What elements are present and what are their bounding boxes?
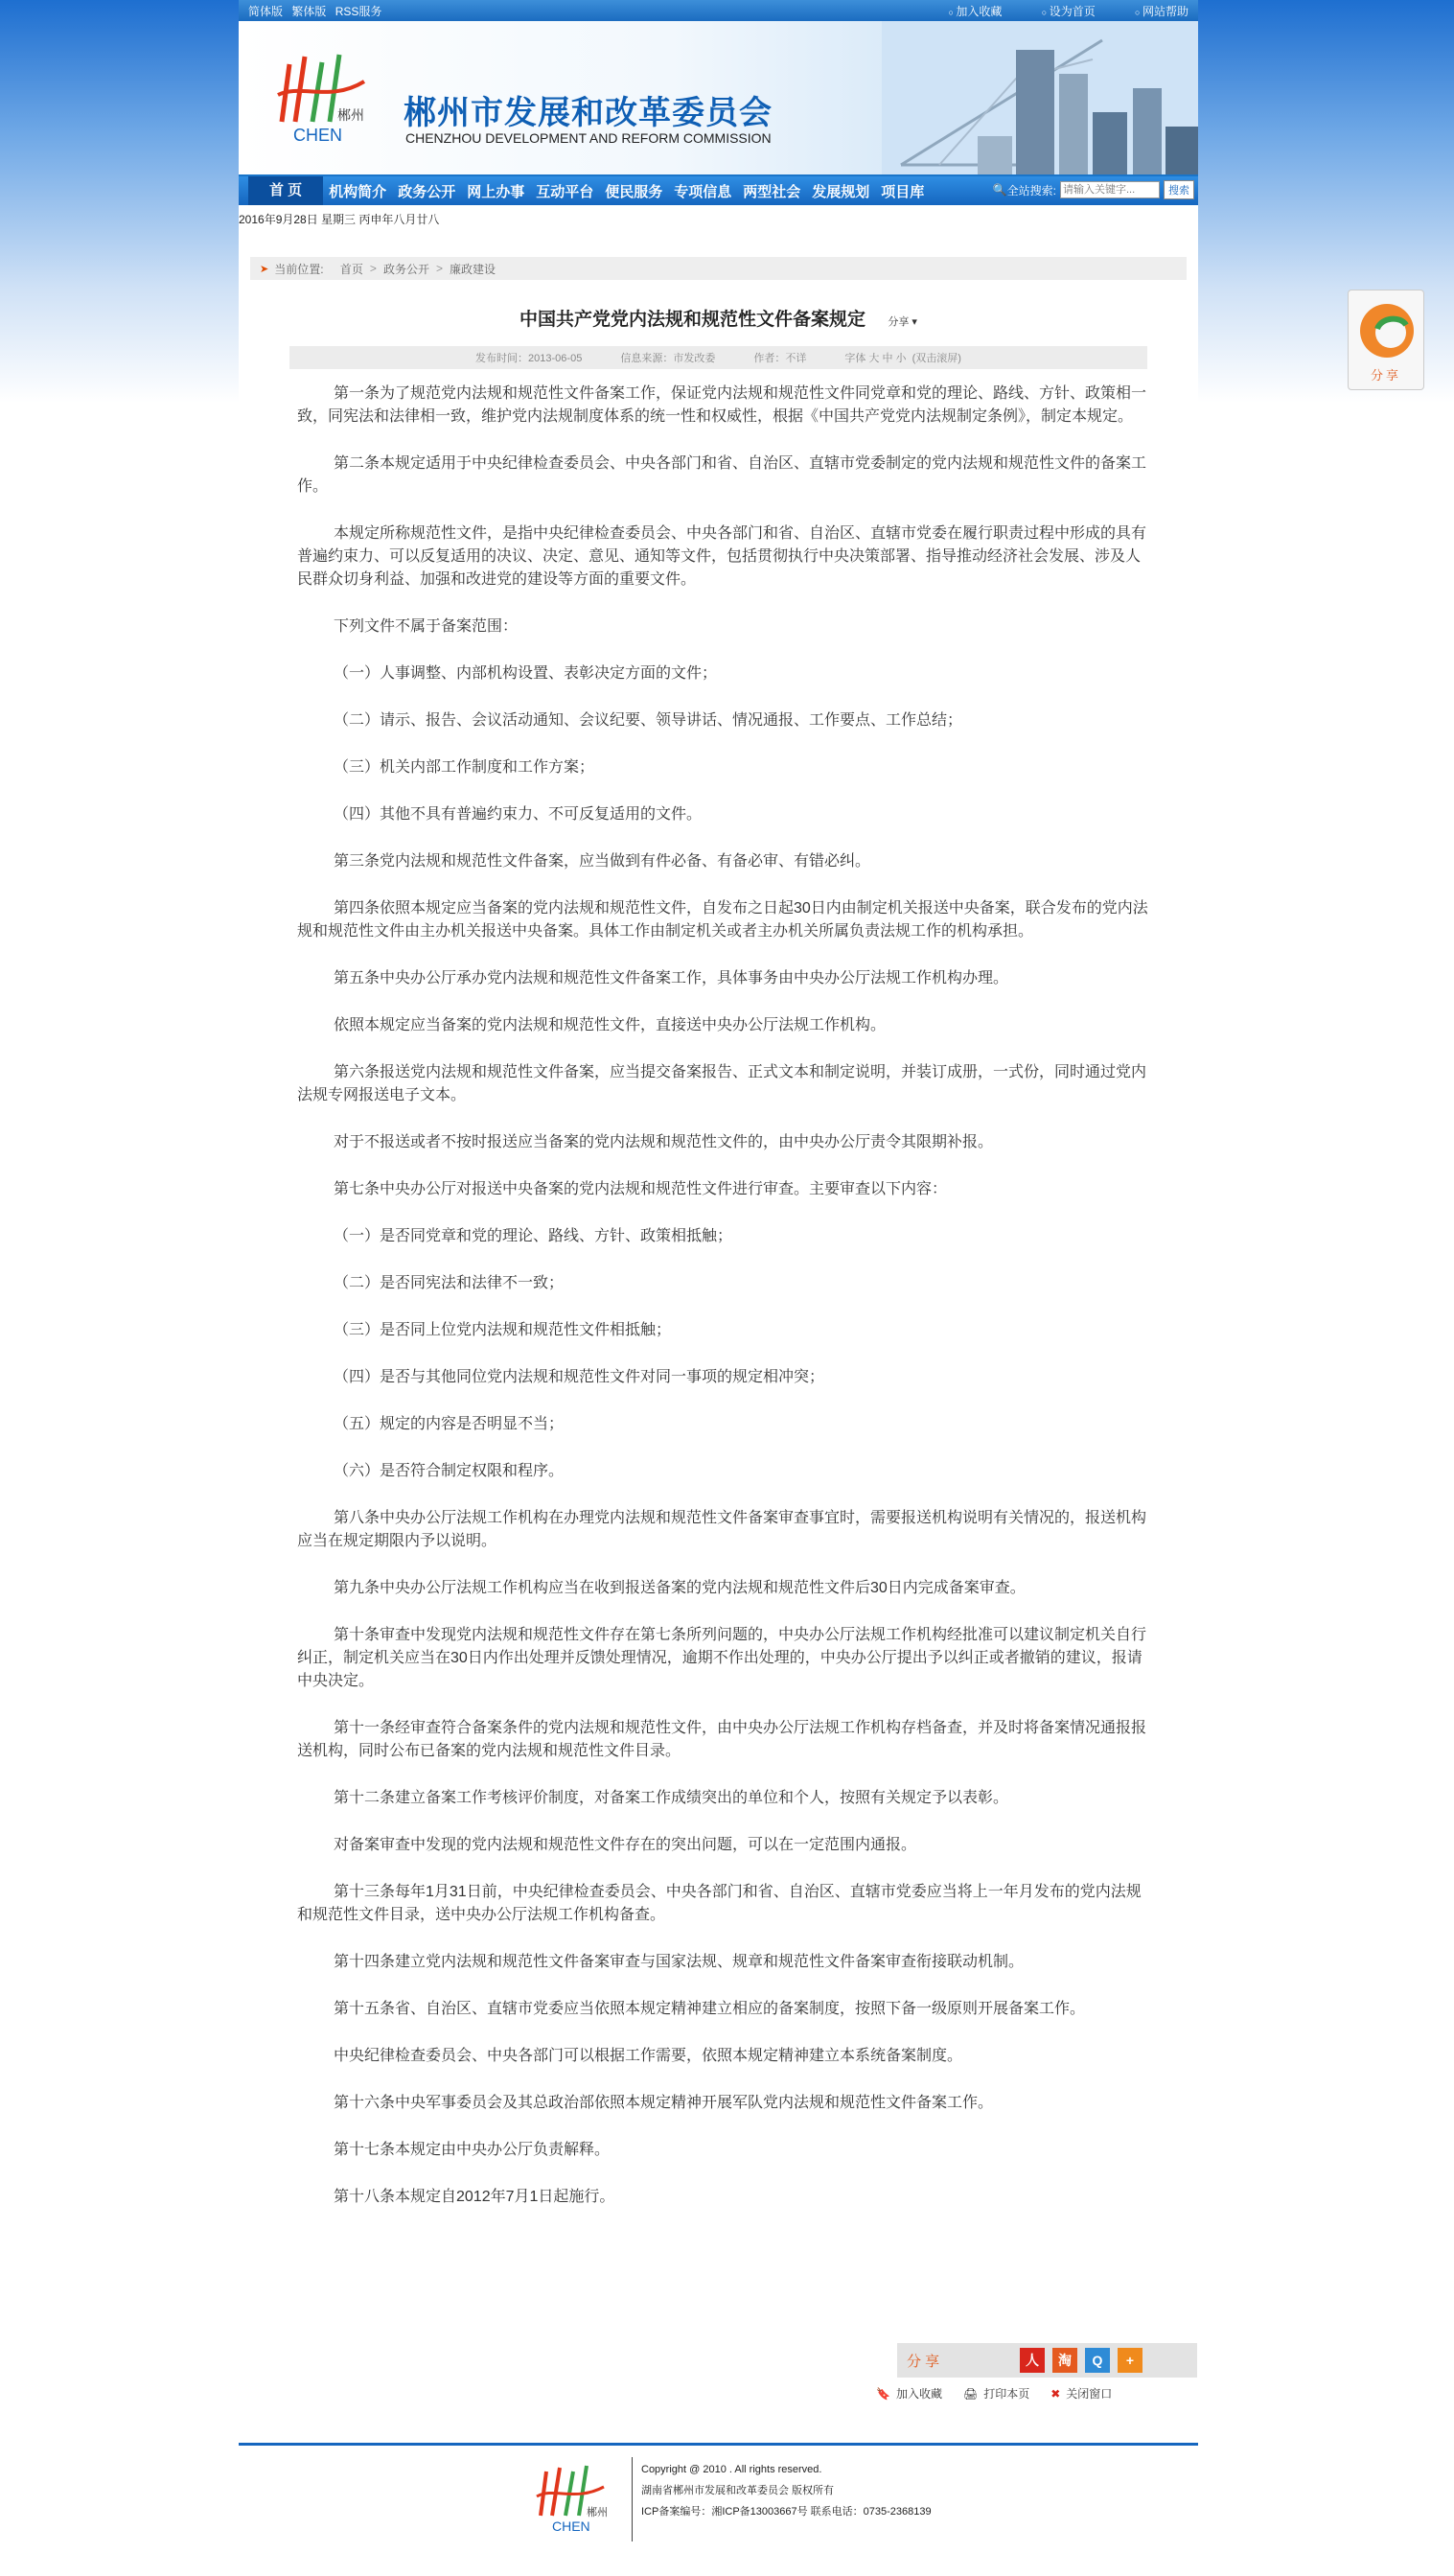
article-paragraph: （三）机关内部工作制度和工作方案； [334,759,595,776]
article-paragraph: （二）请示、报告、会议活动通知、会议纪要、领导讲话、情况通报、工作要点、工作总结； [334,712,963,729]
article-paragraph: 第一条为了规范党内法规和规范性文件备案工作，保证党内法规和规范性文件同党章和党的理论、路线、方针、政策相一致，同宪法和法律相一致，维护党内法规制度体系的统一性和权威性，根据《中国共产党党内法规制定条例》，制定本规定。 [297,385,1147,425]
city-skyline-image [882,21,1198,174]
close-window-tool[interactable]: ✖ 关闭窗口 [1050,2387,1113,2401]
print-icon: 🖨 [962,2387,979,2401]
author: 作者：不详 [753,353,807,364]
print-page-tool[interactable]: 🖨 打印本页 [962,2387,1030,2401]
share-mini-label: 分享 [888,316,910,328]
site-subtitle: CHENZHOU DEVELOPMENT AND REFORM COMMISSION [405,130,772,146]
nav-public-service[interactable]: 便民服务 [605,183,663,200]
main-nav [239,176,1198,205]
share-bar [897,2343,1197,2378]
share-label: 分 享 [907,2353,940,2370]
share-logo-icon [1349,290,1423,367]
chevron-right-icon: > [369,262,377,275]
search-label: 全站搜索: [1006,183,1056,197]
article-paragraph: 对于不报送或者不按时报送应当备案的党内法规和规范性文件的，由中央办公厅责令其限期补报。 [334,1134,994,1150]
article-title: 中国共产党党内法规和规范性文件备案规定 [519,310,866,330]
nav-project-library[interactable]: 项目库 [881,183,925,200]
article-paragraph: （一）人事调整、内部机构设置、表彰决定方面的文件； [334,665,718,682]
article-meta [289,346,1147,369]
publish-time: 发布时间：2013-06-05 [475,353,583,364]
footer-logo-text-en: CHEN [552,2518,590,2534]
article-paragraph: 对备案审查中发现的党内法规和规范性文件存在的突出问题，可以在一定范围内通报。 [334,1837,917,1853]
set-homepage-link[interactable]: ○ 设为首页 [1042,5,1096,18]
info-source: 信息来源：市发改委 [620,353,716,364]
breadcrumb-home[interactable]: 首页 [339,262,363,276]
breadcrumb-arrow-icon: ➤ [260,263,269,275]
logo-text-cn: 郴州 [337,108,364,124]
article-paragraph: 本规定所称规范性文件，是指中央纪律检查委员会、中央各部门和省、自治区、直辖市党委在履行职责过程中形成的具有普遍约束力、可以反复适用的决议、决定、意见、通知等文件，包括贯彻执行中央决策部署、指导推动经济社会发展、涉及人民群众切身利益、加强和改进党的建设等方面的重要文件。 [297,525,1147,588]
article-paragraph: 第五条中央办公厅承办党内法规和规范性文件备案工作，具体事务由中央办公厅法规工作机构办理。 [334,970,1009,986]
floating-share-widget[interactable] [1348,290,1424,390]
article-paragraph: （五）规定的内容是否明显不当； [334,1416,565,1432]
article-paragraph: 中央纪律检查委员会、中央各部门可以根据工作需要，依照本规定精神建立本系统备案制度。 [334,2048,963,2064]
article-paragraph: 第二条本规定适用于中央纪律检查委员会、中央各部门和省、自治区、直辖市党委制定的党内法规和规范性文件的备案工作。 [297,455,1147,495]
simplified-link[interactable]: 简体版 [248,4,284,18]
traditional-link[interactable]: 繁体版 [291,4,327,18]
article-paragraph: 第十条审查中发现党内法规和规范性文件存在第七条所列问题的，中央办公厅法规工作机构经批准可以建议制定机关自行纠正，制定机关应当在30日内作出处理并反馈处理情况，逾期不作出处理的，中央办公厅提出予以纠正或者撤销的建议，报请中央决定。 [297,1627,1147,1689]
font-size-controls[interactable]: 字体 大 中 小 (双击滚屏) [844,353,961,364]
share-dropdown[interactable] [888,316,917,328]
language-links [248,3,387,19]
article-paragraph: 第十八条本规定自2012年7月1日起施行。 [334,2189,615,2205]
article-paragraph: 第七条中央办公厅对报送中央备案的党内法规和规范性文件进行审查。主要审查以下内容： [334,1181,948,1197]
site-search [993,180,1194,199]
nav-special-info[interactable]: 专项信息 [674,183,732,200]
copyright-owner: 湖南省郴州市发展和改革委员会 版权所有 [641,2485,835,2496]
floating-share-label: 分享 [1370,368,1401,383]
article-paragraph: （六）是否符合制定权限和程序。 [334,1463,565,1479]
renren-share-icon[interactable]: 人 [1020,2348,1045,2373]
add-favorite-tool[interactable]: 🔖 加入收藏 [876,2387,942,2401]
date-line: 2016年9月28日 星期三 丙申年八月廿八 [239,213,440,226]
nav-two-oriented-society[interactable]: 两型社会 [743,183,801,200]
article-paragraph: 下列文件不属于备案范围： [334,618,519,635]
utility-links [912,3,1189,19]
add-favorite-link[interactable]: ○ 加入收藏 [948,5,1002,18]
article-body [297,383,1148,2209]
article-paragraph: 第十二条建立备案工作考核评价制度，对备案工作成绩突出的单位和个人，按照有关规定予以表彰。 [334,1790,1009,1806]
page-container [239,0,1198,2576]
nav-online-service[interactable]: 网上办事 [467,183,525,200]
article-paragraph: 第十六条中央军事委员会及其总政治部依照本规定精神开展军队党内法规和规范性文件备案工作。 [334,2095,994,2111]
logo-text-en: CHEN [293,126,343,145]
article-paragraph: 第十三条每年1月31日前，中央纪律检查委员会、中央各部门和省、自治区、直辖市党委应当将上一年月发布的党内法规和规范性文件目录，送中央办公厅法规工作机构备查。 [297,1884,1142,1923]
copyright: Copyright @ 2010 . All rights reserved. [641,2464,822,2475]
article-paragraph: （四）其他不具有普遍约束力、不可反复适用的文件。 [334,806,703,823]
article-paragraph: 第三条党内法规和规范性文件备案，应当做到有件必备、有备必审、有错必纠。 [334,853,871,870]
close-icon: ✖ [1050,2387,1061,2401]
article-paragraph: （二）是否同宪法和法律不一致； [334,1275,565,1291]
article-paragraph: 第八条中央办公厅法规工作机构在办理党内法规和规范性文件备案审查事宜时，需要报送机构说明有关情况的，报送机构应当在规定期限内予以说明。 [297,1510,1147,1549]
taobao-share-icon[interactable]: 淘 [1052,2348,1077,2373]
footer [239,2443,1198,2561]
rss-link[interactable]: RSS服务 [335,4,382,18]
page-tools [876,2385,1112,2402]
favorite-icon: 🔖 [876,2387,890,2401]
footer-text [641,2459,932,2522]
article-paragraph: 第十四条建立党内法规和规范性文件备案审查与国家法规、规章和规范性文件备案审查衔接联动机制。 [334,1954,1025,1970]
nav-gov-affairs[interactable]: 政务公开 [398,183,456,200]
nav-development-plan[interactable]: 发展规划 [812,183,870,200]
dblclick-scroll-hint: (双击滚屏) [912,353,961,364]
footer-logo-text-cn: 郴州 [587,2506,608,2518]
site-logo[interactable] [272,45,378,151]
article-paragraph: （三）是否同上位党内法规和规范性文件相抵触； [334,1322,672,1338]
article-paragraph: 第六条报送党内法规和规范性文件备案，应当提交备案报告、正式文本和制定说明，并装订成册，一式份，同时通过党内法规专网报送电子文本。 [297,1064,1147,1103]
chevron-right-icon: > [435,262,443,275]
header-banner [239,21,1198,176]
qq-share-icon[interactable]: Q [1085,2348,1110,2373]
article-paragraph: （一）是否同党章和党的理论、路线、方针、政策相抵触； [334,1228,733,1244]
top-utility-bar [239,0,1198,21]
breadcrumb-label: 当前位置: [274,262,324,276]
chevron-down-icon: ▾ [912,316,917,328]
nav-interaction[interactable]: 互动平台 [536,183,594,200]
nav-about[interactable]: 机构简介 [329,183,387,200]
breadcrumb-clean-government[interactable]: 廉政建设 [449,262,496,276]
article-paragraph: 第四条依照本规定应当备案的党内法规和规范性文件，自发布之日起30日内由制定机关报送中央备案，联合发布的党内法规和规范性文件由主办机关报送中央备案。具体工作由制定机关或者主办机关所属负责法规工作的机构承担。 [297,900,1148,940]
article-paragraph: 第九条中央办公厅法规工作机构应当在收到报送备案的党内法规和规范性文件后30日内完成备案审查。 [334,1580,1026,1596]
article-paragraph: （四）是否与其他同位党内法规和规范性文件对同一事项的规定相冲突； [334,1369,825,1385]
site-title: 郴州市发展和改革委员会 [404,95,773,131]
site-help-link[interactable]: ○ 网站帮助 [1135,5,1189,18]
article-paragraph: 第十五条省、自治区、直辖市党委应当依照本规定精神建立相应的备案制度，按照下备一级原则开展备案工作。 [334,2001,1086,2017]
breadcrumb-gov-affairs[interactable]: 政务公开 [382,262,429,276]
search-input[interactable] [1060,181,1160,198]
search-icon: 🔍 [992,183,1007,197]
more-share-icon[interactable]: + [1118,2348,1142,2373]
article-paragraph: 第十七条本规定由中央办公厅负责解释。 [334,2142,611,2158]
footer-divider [632,2457,633,2541]
icp-contact: ICP备案编号：湘ICP备13003667号 联系电话：0735-2368139 [641,2506,932,2518]
article-title-row [239,305,1198,331]
search-button[interactable]: 搜索 [1164,180,1194,199]
article-paragraph: 依照本规定应当备案的党内法规和规范性文件，直接送中央办公厅法规工作机构。 [334,1017,887,1033]
breadcrumb [250,257,1187,280]
article-paragraph: 第十一条经审查符合备案条件的党内法规和规范性文件，由中央办公厅法规工作机构存档备查，并及时将备案情况通报报送机构，同时公布已备案的党内法规和规范性文件目录。 [297,1720,1147,1759]
nav-home[interactable]: 首 页 [248,176,323,205]
footer-logo [531,2460,617,2537]
